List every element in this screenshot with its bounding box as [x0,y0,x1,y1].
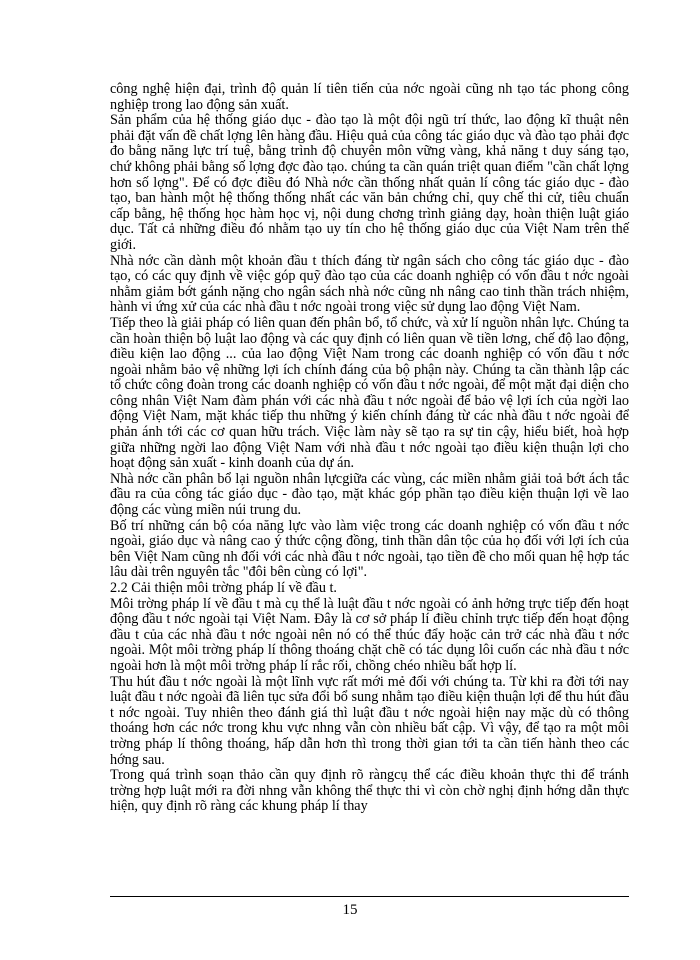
paragraph: Thu hút đầu t nớc ngoài là một lĩnh vực rất mới mẻ đối với chúng ta. Từ khi ra đời tới nay luật đầu t nớc ngoài đã liên tục sửa đổi bổ sung nhằm tạo điều kiện thuận lợi để thu hút đầu t nớc ngoài. Tuy nhiên theo đánh giá thì luật đầu t nớc ngoài hiện nay mặc dù có thông thoáng hơn các nớc trong khu vực nhng vẫn còn nhiều bất cập. Vì vậy, để tạo ra một môi trờng pháp lí thông thoáng, hấp dẫn hơn thì trong thời gian tới ta cần tiến hành theo các hớng sau. [110,673,629,768]
paragraph: Môi trờng pháp lí về đầu t mà cụ thể là luật đầu t nớc ngoài có ảnh hởng trực tiếp đến hoạt động đầu t nớc ngoài tại Việt Nam. Đây là cơ sở pháp lí điều chỉnh trực tiếp đến hoạt động đầu t của các nhà đầu t nớc ngoài nên nó có thể thúc đẩy hoặc cản trở các nhà đầu t nớc ngoài. Một môi trờng pháp lí thông thoáng chặt chẽ có tác dụng lôi cuốn các nhà đầu t nớc ngoài hơn là một môi trờng pháp lí rắc rối, chồng chéo nhiều bất hợp lí. [110,595,629,674]
paragraph: Nhà nớc cần phân bổ lại nguồn nhân lựcgiữa các vùng, các miền nhằm giải toả bớt ách tắc đầu ra của công tác giáo dục - đào tạo, mặt khác góp phần tạo điều kiện thuận lợi về lao động các vùng miền núi trung du. [110,470,629,519]
paragraph: Trong quá trình soạn thảo cần quy định rõ ràngcụ thể các điều khoản thực thi để tránh trờng hợp luật mới ra đời nhng vẫn không thể thực thi vì còn chờ nghị định hớng dẫn thực hiện, quy định rõ ràng các khung pháp lí thay [110,767,629,815]
paragraph: công nghệ hiện đại, trình độ quản lí tiên tiến của nớc ngoài cũng nh tạo tác phong công nghiệp trong lao động sản xuất. [110,81,629,113]
body-text [110,82,629,815]
page-number: 15 [342,902,358,918]
paragraph: Tiếp theo là giải pháp có liên quan đến phân bổ, tổ chức, và xử lí nguồn nhân lực. Chúng ta cần hoàn thiện bộ luật lao động và các quy định có liên quan về tiền lơng, chế độ lao động, điều kiện lao động ... của lao động Việt Nam trong các doanh nghiệp có vốn đầu t nớc ngoài nhằm bảo vệ những lợi ích chính đáng của bộ phận này. Chúng ta cần thành lập các tổ chức công đoàn trong các doanh nghiệp có vốn đầu t nớc ngoài, để một mặt đại diện cho công nhân Việt Nam đàm phán với các nhà đầu t nớc ngoài để bảo vệ lợi ích của ngời lao động Việt Nam, mặt khác tiếp thu những ý kiến chính đáng từ các nhà đầu t nớc ngoài để phản ánh tới các cơ quan hữu trách. Việc làm này sẽ tạo ra sự tin cậy, hiểu biết, hoà hợp giữa những ngời lao động Việt Nam với nhà đầu t nớc ngoài tạo điều kiện thuận lợi cho hoạt động sản xuất - kinh doanh của dự án. [110,314,629,472]
paragraph: Bố trí những cán bộ cóa năng lực vào làm việc trong các doanh nghiệp có vốn đầu t nớc ngoài, giáo dục và nâng cao ý thức cộng đồng, tinh thần dân tộc của họ đối với lợi ích của bên Việt Nam cũng nh đối với các nhà đầu t nớc ngoài, tạo tiền đề cho mối quan hệ hợp tác lâu dài trên nguyên tắc "đôi bên cùng có lợi". [110,517,629,581]
section-heading: 2.2 Cải thiện môi trờng pháp lí về đầu t. [110,580,337,596]
footer-divider [110,896,629,897]
paragraph: Sản phẩm của hệ thống giáo dục - đào tạo là một đội ngũ trí thức, lao động kĩ thuật nên phải đặt vấn đề chất lợng lên hàng đầu. Hiệu quả của công tác giáo dục và đào tạo phải đợc đo bằng năng lực trí tuệ, bằng trình độ chuyên môn vững vàng, khả năng t duy sáng tạo, chứ không phải bằng số lợng đợc đào tạo. chúng ta cần quán triệt quan điểm "cần chất lợng hơn số lợng". Để có đợc điều đó Nhà nớc cần thống nhất quản lí công tác giáo dục - đào tạo, ban hành một hệ thống thống nhất các văn bản chứng chỉ, quy chế thi cử, tiêu chuẩn cấp bằng, hệ thống học hàm học vị, nội dung chơng trình giảng dạy, hoàn thiện luật giáo dục. Tất cả những điều đó nhằm tạo uy tín cho hệ thống giáo dục của Việt Nam trên thế giới. [110,112,629,253]
paragraph: Nhà nớc cần dành một khoản đầu t thích đáng từ ngân sách cho công tác giáo dục - đào tạo, có các quy định về việc góp quỹ đào tạo của các doanh nghiệp có vốn đầu t nớc ngoài nhằm giảm bớt gánh nặng cho ngân sách nhà nớc cũng nh nâng cao tinh thần trách nhiệm, hành vi ứng xử của các nhà đầu t nớc ngoài trong việc sử dụng lao động Việt Nam. [110,252,629,316]
